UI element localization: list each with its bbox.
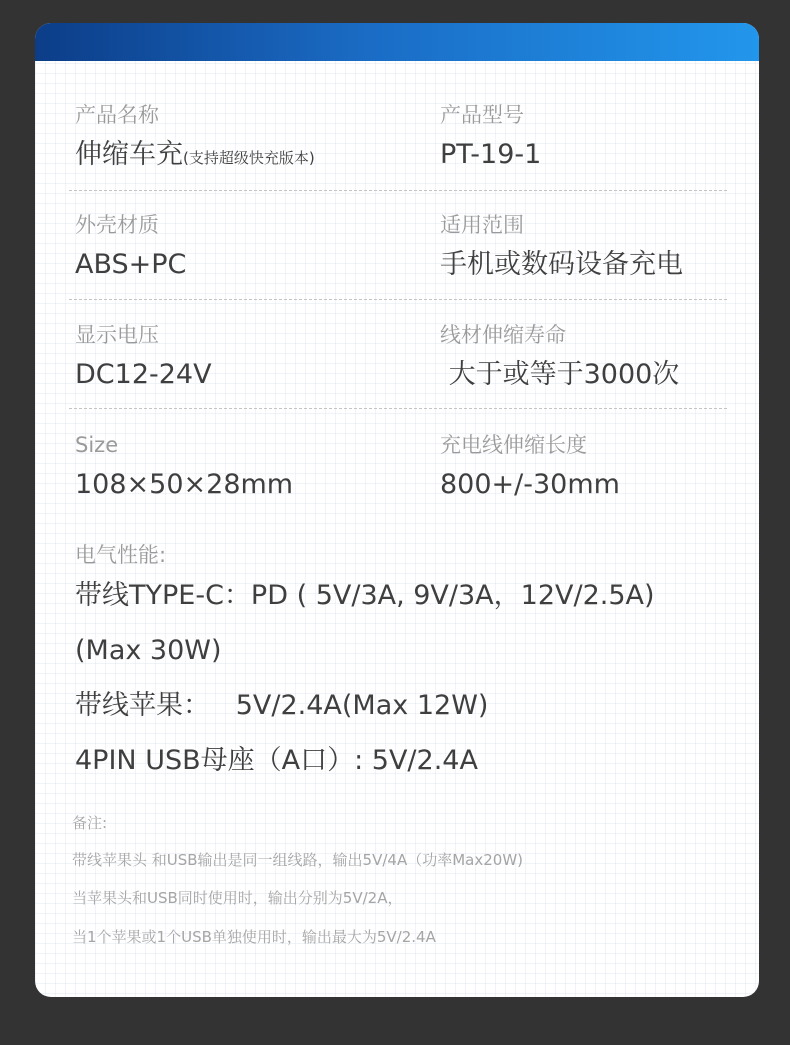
spec-value [75, 141, 315, 168]
spec-value: ABS+PC [75, 249, 187, 280]
electrical-line: 4PIN USB母座（A口）: 5V/2.4A [75, 745, 478, 776]
remark-line: 当苹果头和USB同时使用时，输出分别为5V/2A， [72, 889, 403, 907]
spec-label: 外壳材质 [75, 213, 159, 237]
spec-label: 产品型号 [440, 103, 524, 127]
spec-model [440, 105, 541, 168]
electrical-label: 电气性能: [75, 543, 167, 567]
spec-value: 108×50×28mm [75, 469, 294, 500]
spec-label: Size [75, 433, 119, 457]
spec-label: 适用范围 [440, 213, 524, 237]
spec-value-text: 伸缩车充 [75, 139, 183, 170]
spec-value-note: (支持超级快充版本) [183, 149, 315, 167]
row-divider [69, 299, 727, 300]
spec-label: 显示电压 [75, 323, 159, 347]
spec-label: 线材伸缩寿命 [440, 323, 566, 347]
electrical-line: 带线TYPE-C：PD ( 5V/3A, 9V/3A，12V/2.5A) [75, 580, 655, 611]
spec-display-voltage [75, 325, 212, 388]
remarks-label: 备注: [72, 814, 108, 832]
spec-value: 800+/-30mm [440, 469, 620, 500]
spec-shell-material [75, 215, 186, 278]
card-header-bar [35, 23, 759, 61]
remark-line: 当1个苹果或1个USB单独使用时，输出最大为5V/2.4A [72, 928, 436, 946]
electrical-line: (Max 30W) [75, 635, 222, 666]
remark-line: 带线苹果头 和USB输出是同一组线路，输出5V/4A（功率Max20W) [72, 851, 524, 869]
spec-applicable-range [440, 215, 683, 278]
spec-value: 手机或数码设备充电 [440, 249, 683, 280]
spec-card [35, 23, 759, 997]
spec-value: PT-19-1 [440, 139, 542, 170]
spec-cable-length [440, 435, 620, 498]
spec-cable-life [440, 325, 679, 388]
spec-value: 大于或等于3000次 [440, 359, 680, 390]
electrical-line: 带线苹果： 5V/2.4A(Max 12W) [75, 690, 489, 721]
spec-value: DC12-24V [75, 359, 212, 390]
spec-label: 产品名称 [75, 103, 159, 127]
row-divider [69, 190, 727, 191]
spec-label: 充电线伸缩长度 [440, 433, 587, 457]
spec-size [75, 435, 293, 498]
row-divider [69, 408, 727, 409]
spec-product-name [75, 105, 315, 168]
